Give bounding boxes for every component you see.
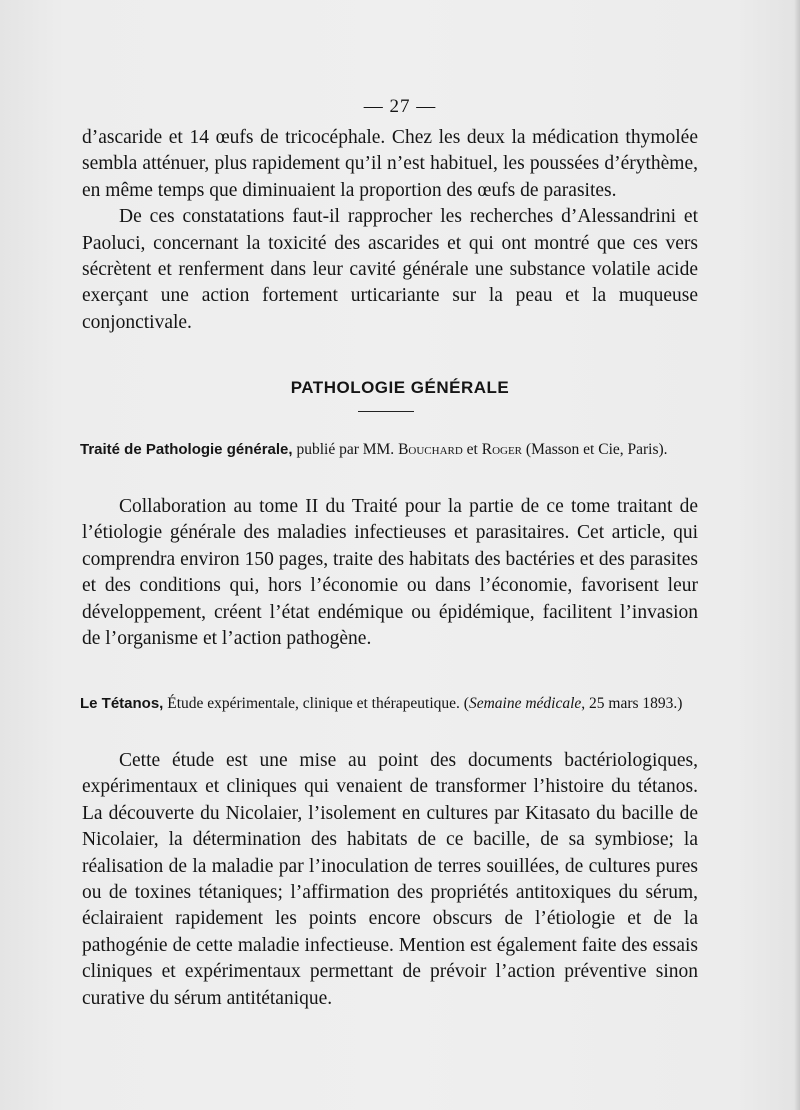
reference-tetanos-title: Le Tétanos, [80,695,164,712]
page-number: — 27 — [363,96,437,117]
reference-traite-author-2: Roger [481,441,523,458]
reference-tetanos-journal: Semaine médicale [468,695,582,712]
reference-traite-publisher: (Masson et Cie, Paris). [522,441,668,458]
traite-text-block [82,494,698,652]
reference-tetanos-subtitle: Étude expérimentale, clinique et thérapeutique. ( [163,695,469,712]
heading-divider [358,411,414,412]
reference-traite-author-1: Bouchard [398,441,463,458]
tetanos-paragraph: Cette étude est une mise au point des documents bactériologiques, expérimentaux et cliniques qui venaient de transformer l’histoire du tétanos. La découverte du Nicolaier, l’isolement en cultures par Kitasato du bacille de Nicolaier, la détermination des habitats de ce bacille, de sa symbiose; la réalisation de la maladie par l’inoculation de terres souillées, de cultures pures ou de toxines tétaniques; l’affirmation des propriétés antitoxiques du sérum, éclairaient rapidement les points encore obscurs de l’étiologie et de la pathogénie de cette maladie infectieuse. Mention est également faite des essais cliniques et expérimentaux permettant de prévoir l’action préventive sinon curative du sérum antitétanique. [82,750,698,1009]
reference-traite-published-by: publié par MM. [292,441,399,458]
reference-tetanos [80,694,720,714]
reference-traite [80,440,720,460]
reference-traite-title: Traité de Pathologie générale, [80,441,293,458]
section-heading: PATHOLOGIE GÉNÉRALE [290,378,510,397]
intro-paragraph-1: d’ascaride et 14 œufs de tricocéphale. Chez les deux la médication thymolée sembla atténuer, plus rapidement qu’il n’est habituel, les poussées d’érythème, en même temps que diminuaient la proportion des œufs de parasites. [82,127,698,201]
reference-traite-and: et [462,441,482,458]
page-edge-shadow [794,0,800,1110]
tetanos-text-block [82,748,698,1012]
reference-tetanos-date: , 25 mars 1893.) [581,695,683,712]
intro-paragraph-2: De ces constatations faut-il rapprocher les recherches d’Alessandrini et Paoluci, concernant la toxicité des ascarides et qui ont montré que ces vers sécrètent et renferment dans leur cavité générale une substance volatile acide exerçant une action fortement urticariante sur la peau et la muqueuse conjonctivale. [82,206,698,333]
intro-text-block [82,125,698,336]
traite-paragraph: Collaboration au tome II du Traité pour la partie de ce tome traitant de l’étiologie générale des maladies infectieuses et parasitaires. Cet article, qui comprendra environ 150 pages, traite des habitats des bactéries et des parasites et des conditions qui, hors l’économie ou dans l’économie, favorisent leur développement, créent l’état endémique ou épidémique, facilitent l’invasion de l’organisme et l’action pathogène. [82,496,698,650]
